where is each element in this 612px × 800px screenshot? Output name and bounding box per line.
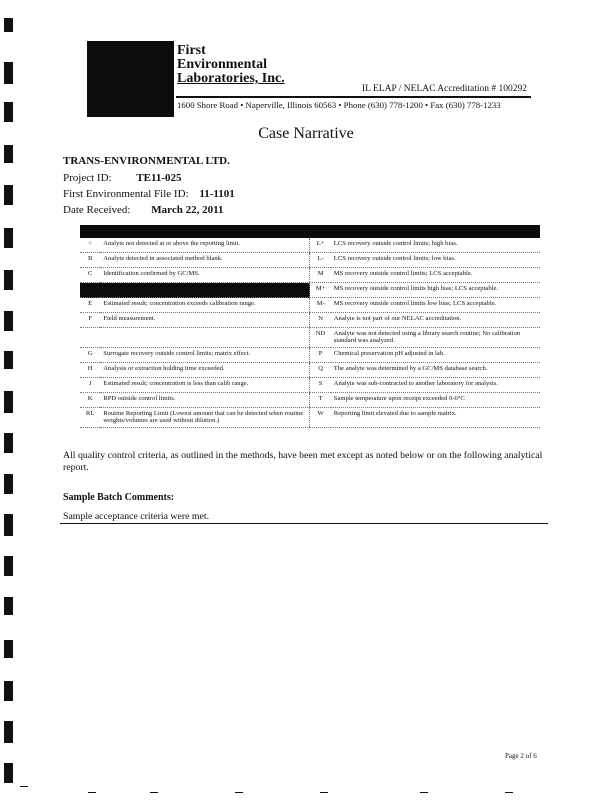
qualifier-code: M+ (310, 283, 331, 298)
scan-tick (420, 792, 428, 793)
qualifier-table-header-band (80, 225, 540, 238)
qualifier-description: MS recovery outside control limits high bias; LCS acceptable. (331, 283, 540, 298)
qualifier-description: Analyte is not part of our NELAC accreditation. (331, 313, 540, 328)
qualifier-code: C (80, 268, 100, 283)
qualifier-code: N (310, 313, 331, 328)
qualifier-description: Chemical preservation pH adjusted in lab. (331, 347, 540, 362)
qualifier-description (100, 283, 310, 298)
qualifier-code: M (310, 268, 331, 283)
qualifier-code: B (80, 253, 100, 268)
qualifier-code: RL (80, 407, 100, 427)
qualifier-code: < (80, 238, 100, 253)
scan-tick (150, 792, 158, 793)
qualifier-code: H (80, 362, 100, 377)
date-received-value: March 22, 2011 (151, 204, 224, 216)
qualifier-description: Estimated result; concentration exceeds calibration range. (100, 298, 310, 313)
file-id-line (63, 188, 235, 200)
qc-statement: All quality control criteria, as outlined in the methods, have been met except as noted below or on the following analytical report. (63, 450, 543, 473)
qualifier-code: L- (310, 253, 331, 268)
qualifier-description: Analyte detected in associated method blank. (100, 253, 310, 268)
qualifier-description: The analyte was determined by a GC/MS database search. (331, 362, 540, 377)
qualifier-code: M- (310, 298, 331, 313)
lab-name-line3: Laboratories, Inc. (177, 71, 285, 86)
qualifier-code: G (80, 347, 100, 362)
qualifier-description: Analyte not detected at or above the reporting limit. (100, 238, 310, 253)
scan-tick (88, 792, 96, 793)
qualifier-row (80, 253, 540, 268)
qualifier-row (80, 392, 540, 407)
qualifier-row (80, 238, 540, 253)
sample-batch-rule (60, 523, 548, 524)
file-id-label: First Environmental File ID: (63, 188, 189, 200)
qualifier-code: P (310, 347, 331, 362)
scan-tick (20, 786, 28, 787)
qualifier-code: T (310, 392, 331, 407)
qualifier-description: MS recovery outside control limits low bias; LCS acceptable. (331, 298, 540, 313)
qualifier-row (80, 268, 540, 283)
qualifier-row (80, 407, 540, 427)
qualifier-code: F (80, 313, 100, 328)
sample-batch-text: Sample acceptance criteria were met. (63, 511, 210, 522)
header-rule (176, 96, 531, 98)
qualifier-description: Sample temperature upon receipt exceeded 0-6°C (331, 392, 540, 407)
qualifier-description: Estimated result; concentration is less than calib range. (100, 377, 310, 392)
qualifier-code: W (310, 407, 331, 427)
qualifier-row (80, 328, 540, 348)
scan-tick (235, 792, 243, 793)
qualifier-description: Analyte was sub-contracted to another laboratory for analysis. (331, 377, 540, 392)
sample-batch-heading: Sample Batch Comments: (63, 492, 175, 503)
qualifier-code: ND (310, 328, 331, 348)
qualifier-description: Field measurement. (100, 313, 310, 328)
qualifier-code: L+ (310, 238, 331, 253)
qualifier-codes-table (80, 238, 540, 428)
qualifier-description: LCS recovery outside control limits; low bias. (331, 253, 540, 268)
accreditation-number: IL ELAP / NELAC Accreditation # 100292 (362, 84, 527, 94)
qualifier-row (80, 377, 540, 392)
client-name: TRANS-ENVIRONMENTAL LTD. (63, 155, 230, 167)
lab-name-line2: Environmental (177, 57, 267, 72)
project-id-line (63, 172, 182, 184)
qualifier-description (100, 328, 310, 348)
qualifier-description: Analyte was not detected using a library search routine; No calibration standard was analyzed. (331, 328, 540, 348)
qualifier-description: LCS recovery outside control limits; high bias. (331, 238, 540, 253)
qualifier-code: S (310, 377, 331, 392)
qualifier-description: RPD outside control limits. (100, 392, 310, 407)
qualifier-code (80, 328, 100, 348)
qualifier-row (80, 313, 540, 328)
qualifier-description: Identification confirmed by GC/MS. (100, 268, 310, 283)
page-title: Case Narrative (258, 125, 354, 142)
qualifier-code: Q (310, 362, 331, 377)
qualifier-row (80, 347, 540, 362)
qualifier-code: E (80, 298, 100, 313)
qualifier-description: Routine Reporting Limit (Lowest amount that can be detected when routine weights/volumes are used without dilution.) (100, 407, 310, 427)
lab-name (177, 44, 285, 86)
lab-address: 1600 Shore Road • Naperville, Illinois 60563 • Phone (630) 778-1200 • Fax (630) 778-1233 (177, 100, 501, 110)
date-received-label: Date Received: (63, 204, 131, 216)
qualifier-code (80, 283, 100, 298)
file-id-value: 11-1101 (199, 188, 235, 200)
page-number: Page 2 of 6 (505, 752, 537, 760)
date-received-line (63, 204, 223, 216)
scan-tick (505, 792, 513, 793)
qualifier-description: Analysis or extraction holding time exceeded. (100, 362, 310, 377)
lab-name-line1: First (177, 43, 206, 58)
qualifier-description: Surrogate recovery outside control limits; matrix effect. (100, 347, 310, 362)
project-id-label: Project ID: (63, 172, 112, 184)
qualifier-code: K (80, 392, 100, 407)
qualifier-description: MS recovery outside control limits; LCS acceptable. (331, 268, 540, 283)
qualifier-description: Reporting limit elevated due to sample matrix. (331, 407, 540, 427)
qualifier-code: J (80, 377, 100, 392)
lab-logo-block (87, 41, 174, 117)
qualifier-row (80, 362, 540, 377)
scan-tick (320, 792, 328, 793)
project-id-value: TE11-025 (136, 172, 182, 184)
qualifier-row (80, 283, 540, 298)
qualifier-row (80, 298, 540, 313)
